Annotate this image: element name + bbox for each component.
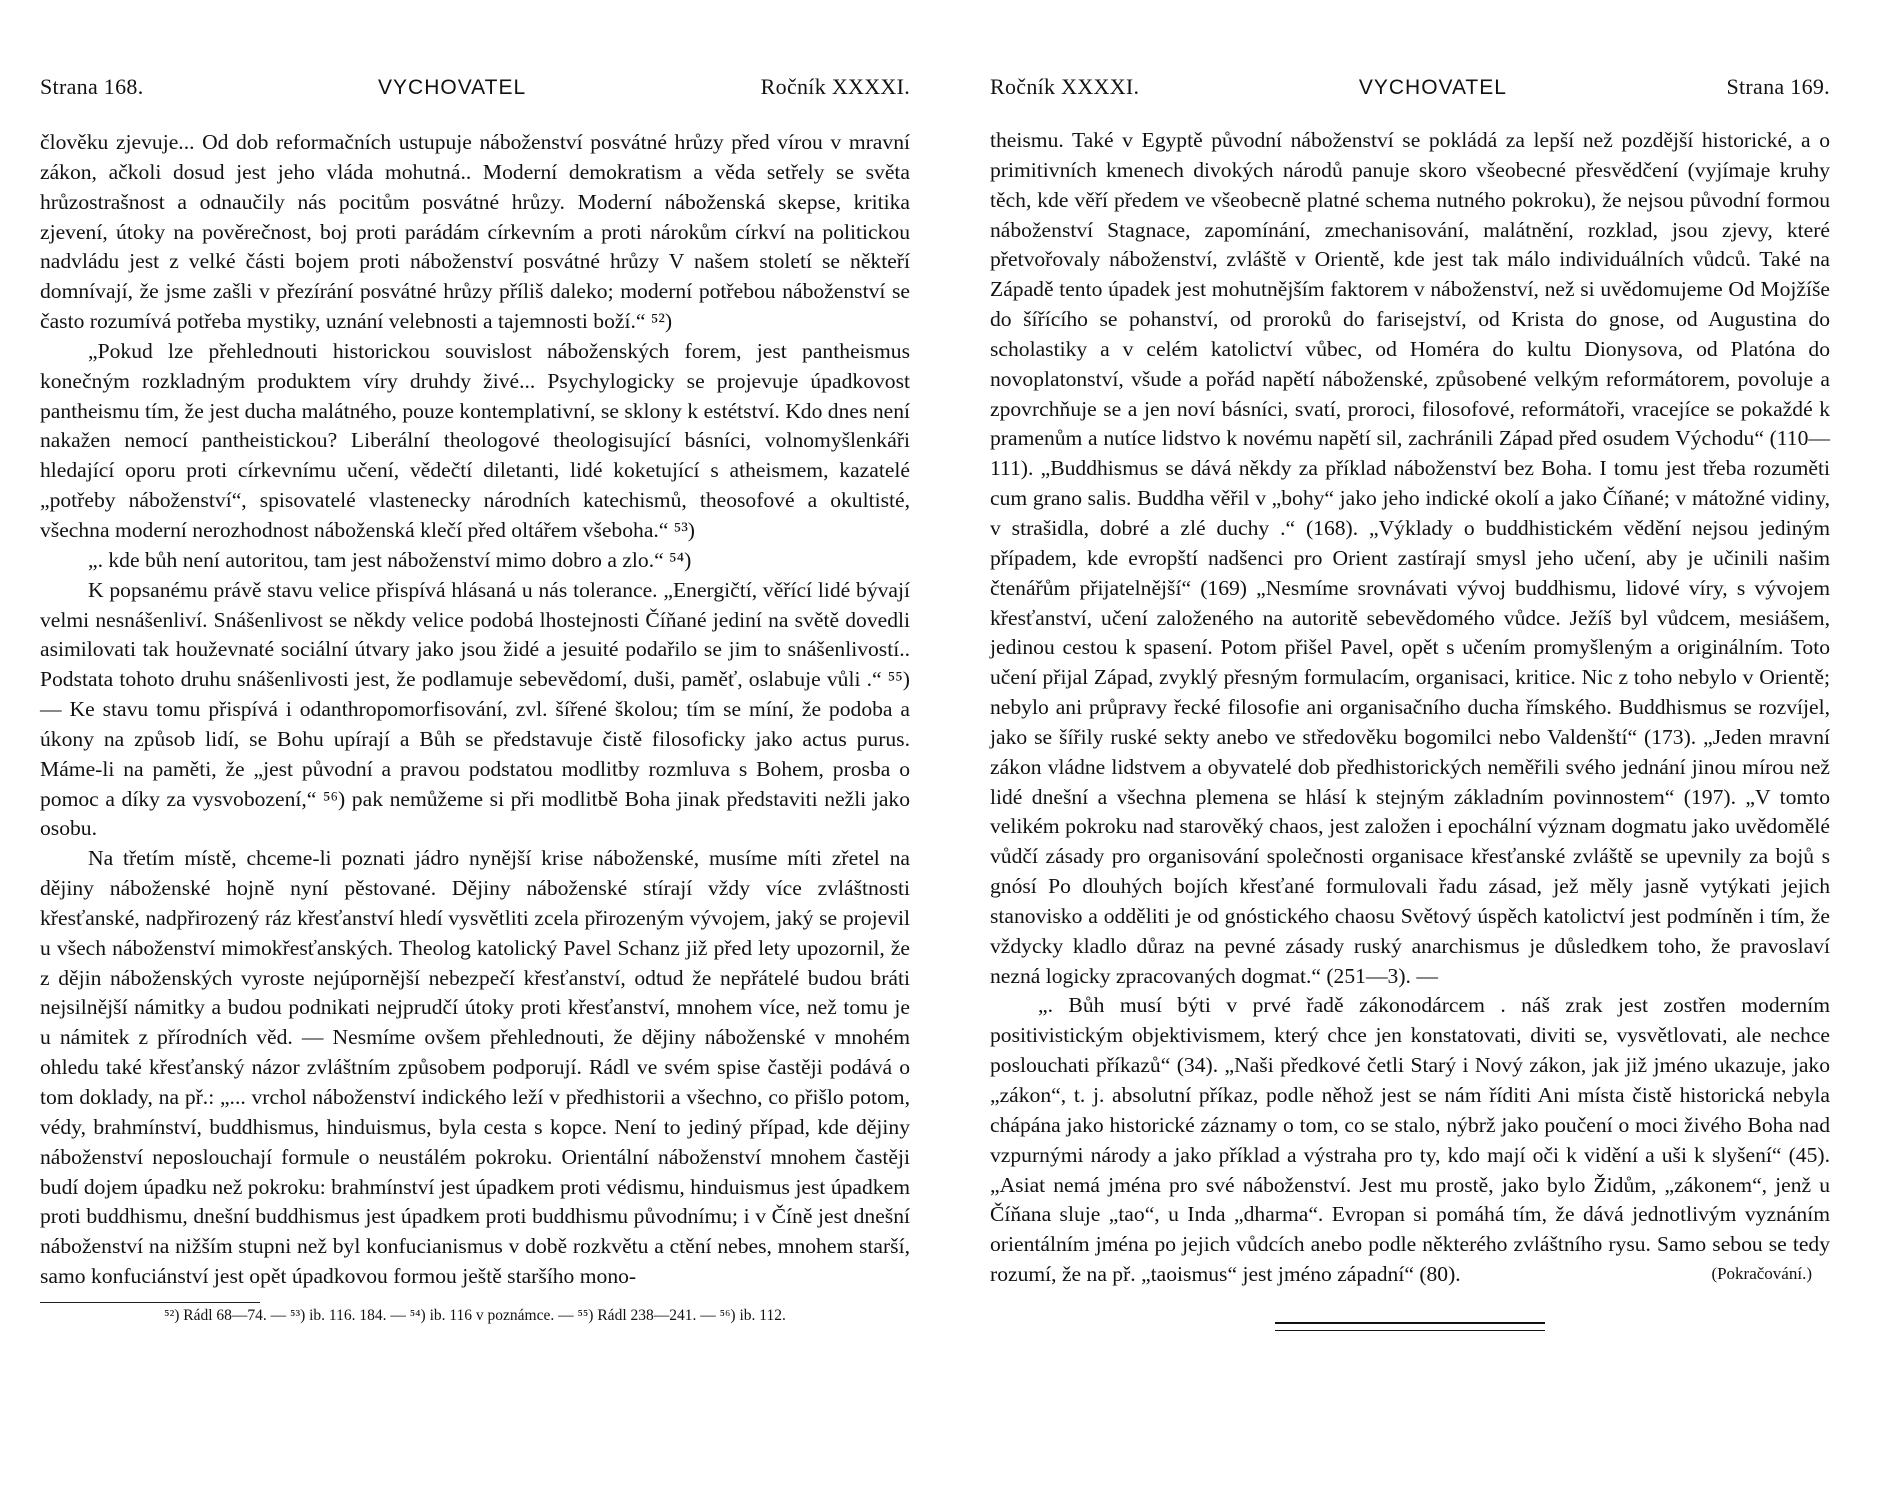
left-page-number: Strana 168. [40, 74, 144, 99]
left-page [40, 0, 910, 1500]
end-rule-thin [1275, 1330, 1545, 1331]
right-paragraph-2: „. Bůh musí býti v prvé řadě zákonodárcem . náš zrak jest zostřen moderním positivistickým objektivismem, který chce jen konstatovati, diviti se, vysvětlovati, ale nechce poslouchati příkazů“ (34). „Naši předkové četli Starý i Nový zákon, jak již jméno ukazuje, jako „zákon“, t. j. absolutní příkaz, podle něhož jest se nám říditi Ani místa čistě historická nebyla chápána jako historické záznamy o tom, co se stalo, nýbrž jako poučení o moci živého Boha nad vzpurnými národy a jako příklad a výstraha pro ty, kdo mají oči k vidění a uši k slyšení“ (45). „Asiat nemá jména pro své náboženství. Jest mu prostě, jako bylo Židům, „zákonem“, jenž u Číňana sluje „tao“, u Inda „dharma“. Evropan si pomáhá tím, že dává jednotlivým vyznáním orientálním jména po jejich vůdcích anebo podle některého zvláštního rysu. Samo sebou se tedy rozumí, že na př. „taoismus“ jest jméno západní“ (80). [990, 993, 1830, 1287]
left-body-text [40, 128, 910, 1292]
left-paragraph-2: „Pokud lze přehlednouti historickou souvislost náboženských forem, jest pantheismus konečným rozkladným produktem víry druhdy živé... Psychylogicky se projevuje úpadkovost pantheismu tím, že jest ducha malátného, pouze kontemplativní, se sklony k estétství. Kdo dnes není nakažen nemocí pantheistickou? Liberální theologové theologisující básníci, volnomyšlenkáři hledající oporu proti církevnímu učení, vědečtí diletanti, lidé koketující s atheismem, kazatelé „potřeby náboženství“, spisovatelé vlastenecky národních katechismů, theosofové a okultisté, všechna moderní nerozhodnost náboženská klečí před oltářem všeboha.“ ⁵³) [40, 338, 910, 542]
end-double-rule [1275, 1322, 1545, 1331]
left-paragraph-1: člověku zjevuje... Od dob reformačních ustupuje náboženství posvátné hrůzy před vírou v mravní zákon, ačkoli dosud jest jeho vláda mohutná.. Moderní demokratism a věda setřely se světa hrůzostrašnost a odnaučily nás pocitům posvátné hrůzy. Moderní náboženská skepse, kritika zjevení, útoky na pověrečnost, boj proti parádám církevním a proti nárokům církví na politickou nadvládu jest z velké části bojem proti náboženství posvátné hrůzy V našem století se někteří domnívají, že jsme zašli v přezírání posvátné hrůzy příliš daleko; moderní potřebou náboženství se často rozumívá potřeba mystiky, uznání velebnosti a tajemnosti boží.“ ⁵²) [40, 130, 910, 334]
end-rule-thick [1275, 1322, 1545, 1324]
continued-note: (Pokračování.) [1711, 1263, 1812, 1283]
right-running-header [990, 74, 1830, 114]
left-paragraph-5: Na třetím místě, chceme-li poznati jádro nynější krise náboženské, musíme míti zřetel na dějiny náboženské hojně nyní pěstované. Dějiny náboženské stírají vždy více zvláštnosti křesťanské, nadpřirozený ráz křesťanství hledí vysvětliti zcela přirozeným vývojem, jaký se projevil u všech náboženství mimokřesťanských. Theolog katolický Pavel Schanz již před lety upozornil, že z dějin náboženských vyroste nejúpornější nebezpečí křesťanství, odtud že nepřátelé budou bráti nejsilnější námitky a budou podnikati nejprudčí útoky proti křesťanství, mnohem více, než tomu je u námitek z přírodních věd. — Nesmíme ovšem přehlednouti, že dějiny náboženské v mnohém ohledu také křesťanský názor zvláštním způsobem podporují. Rádl ve svém spise častěji podává o tom doklady, na př.: „... vrchol náboženství indického leží v předhistorii a všechno, co přišlo potom, védy, brahmínství, buddhismus, hinduismus, byla cesta s kopce. Není to jediný případ, kde dějiny náboženství neposlouchají formule o neustálém pokroku. Orientální náboženství mnohem častěji budí dojem úpadku než pokroku: brahmínství jest úpadkem proti védismu, hinduismus jest úpadkem proti buddhismu, dnešní buddhismus jest úpadkem proti buddhismu původnímu; i v Číně jest dnešní náboženství na nižším stupni než byl konfucianismus v době rozkvětu a ctění nebes, mnohem starší, samo konfuciánství jest opět úpadkovou formou ještě staršího mono- [40, 846, 910, 1289]
left-volume: Ročník XXXXI. [760, 74, 910, 99]
right-page-number: Strana 169. [1726, 74, 1830, 99]
right-page [990, 0, 1830, 1500]
right-paragraph-1: theismu. Také v Egyptě původní náboženství se pokládá za lepší než pozdější historické, a o primitivních kmenech divokých národů panuje skoro všeobecné přesvědčení (vyjímaje kruhy těch, kde věří předem ve všeobecně platné schema nutného pokroku), že nejsou původní formou náboženství Stagnace, zapomínání, zmechanisování, malátnění, rozklad, jsou zjevy, které přetvořovaly náboženství, zvláště v Orientě, kde jest tak málo individuálních vůdců. Také na Západě tento úpadek jest mohutnějším faktorem v náboženství, než si uvědomujeme Od Mojžíše do šířícího se pohanství, od proroků do farisejství, od Krista do gnose, od Augustina do scholastiky a v celém katolictví vůbec, od Homéra do kultu Dionysova, od Platóna do novoplatonství, všude a pořád napětí náboženské, způsobené velkým reformátorem, povoluje a zpovrchňuje se a jen noví básníci, svatí, proroci, filosofové, reformátoři, vracejíce se pokaždé k pramenům a nutíce lidstvo k novému napětí sil, zachránili Západ před osudem Východu“ (110—111). „Buddhismus se dává někdy za příklad náboženství bez Boha. I tomu jest třeba rozuměti cum grano salis. Buddha věřil v „bohy“ jako jeho indické okolí a jako Číňané; v mátožné vidiny, v strašidla, dobré a zlé duchy .“ (168). „Výklady o buddhistickém vědění nejsou jediným případem, kde evropští nadšenci pro Orient zastírají smysl jeho učení, aby je učinili našim čtenářům přijatelnější“ (169) „Nesmíme srovnávati vývoj buddhismu, lidové víry, s vývojem křesťanství, učení založeného na autoritě sebevědomého vůdce. Ježíš byl vůdcem, mesiášem, jedinou cestou k spasení. Potom přišel Pavel, opět s učením promyšleným a originálním. Toto učení přijal Západ, zvyklý přesným formulacím, organisaci, kritice. Nic z toho nebylo v Orientě; nebylo ani průpravy řecké filosofie ani organisačního ducha římského. Buddhismus se rozvíjel, jako se šířily ruské sekty anebo ve středověku bogomilci nebo Valdenští“ (173). „Jeden mravní zákon vládne lidstvem a obyvatelé dob předhistorických neměřili svého jednání jinou mírou než lidé dnešní a všechna plemena se hlásí k stejným základním povinnostem“ (197). „V tomto velikém pokroku nad starověký chaos, jest založen i epochální význam dogmatu jako uvědomělé vůdčí zásady pro organisování společnosti organisace křesťanské zvláště se upevnily za bojů s gnósí Po dlouhých bojích křesťané formulovali řadu zásad, jež měly jasně vytýkati jejich stanovisko a odděliti je od gnóstického chaosu Světový úspěch katolictví jest podmíněn i tím, že vždycky kladlo důraz na pevné zásady ruský anarchismus je důsledkem toho, že pravoslaví nezná logicky zpracovaných dogmat.“ (251—3). — [990, 128, 1830, 988]
left-paragraph-4: K popsanému právě stavu velice přispívá hlásaná u nás tolerance. „Energičtí, věřící lidé bývají velmi nesnášenliví. Snášenlivost se někdy velice podobá lhostejnosti Číňané jediní na světě dovedli asimilovati tak houževnaté sociální útvary jako jsou židé a jesuité podařilo se jim to snášenlivostí.. Podstata tohoto druhu snášenlivosti jest, že podlamuje sebevědomí, duši, paměť, oslabuje vůli .“ ⁵⁵) — Ke stavu tomu přispívá i odanthropomorfisování, zvl. šířené školou; tím se míní, že podoba a úkony na způsob lidí, se Bohu upírají a Bůh se představuje čistě filosoficky jako actus purus. Máme-li na paměti, že „jest původní a pravou podstatou modlitby rozmluva s Bohem, prosba o pomoc a díky za vysvobození,“ ⁵⁶) pak nemůžeme si při modlitbě Boha jinak představiti nežli jako osobu. [40, 577, 910, 841]
left-journal-title: VYCHOVATEL [378, 76, 527, 99]
right-journal-title: VYCHOVATEL [1358, 76, 1507, 99]
left-running-header [40, 74, 910, 114]
footnotes: ⁵²) Rádl 68—74. — ⁵³) ib. 116. 184. — ⁵⁴) ib. 116 v poznámce. — ⁵⁵) Rádl 238—241. — ⁵⁶) ib. 112. [164, 1306, 786, 1324]
right-volume: Ročník XXXXI. [990, 74, 1140, 99]
left-paragraph-3: „. kde bůh není autoritou, tam jest náboženství mimo dobro a zlo.“ ⁵⁴) [88, 547, 692, 572]
right-body-text [990, 126, 1830, 1290]
